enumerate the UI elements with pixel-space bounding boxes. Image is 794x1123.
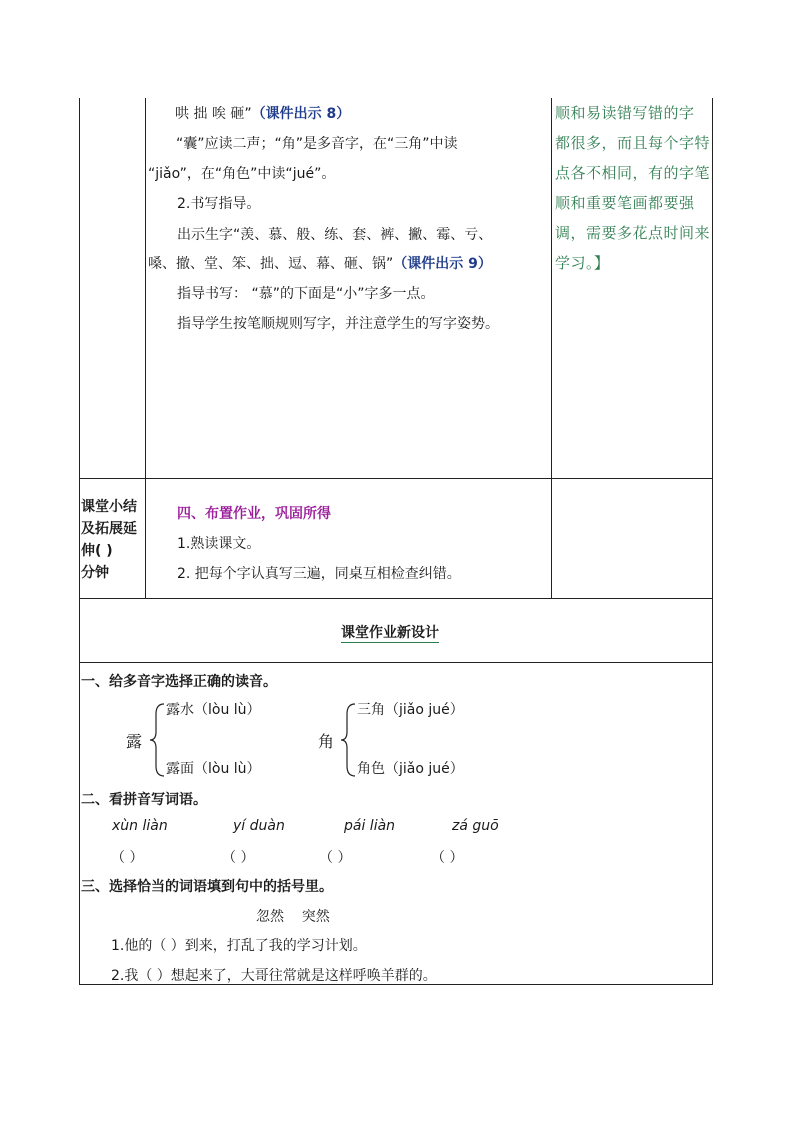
homework-item-2: 2. 把每个字认真写三遍，同桌互相检查纠错。	[177, 566, 461, 582]
brace-icon	[148, 700, 166, 780]
side-note-line-5: 调，需要多花点时间来	[555, 224, 711, 242]
text-line-8: 指导学生按笔顺规则写字，并注意学生的写字姿势。	[177, 316, 499, 332]
q2-blank-2[interactable]: （ ）	[222, 850, 255, 866]
q2-blank-4[interactable]: （ ）	[431, 850, 464, 866]
text-line-5: 出示生字“羡、慕、般、练、套、裤、撇、霉、亏、	[177, 227, 493, 243]
q3-sentence-2: 2.我（ ）想起来了，大哥往常就是这样呼唤羊群的。	[111, 968, 437, 984]
row-divider-1	[79, 478, 713, 479]
q1-heading: 一、给多音字选择正确的读音。	[81, 674, 277, 690]
row-divider-2	[79, 598, 713, 599]
q3-heading: 三、选择恰当的词语填到句中的括号里。	[81, 879, 333, 895]
text-line-1: 哄 拙 唉 砸”（课件出示 8）	[175, 106, 351, 122]
q1-char-jiao: 角	[318, 732, 335, 751]
brace-icon	[339, 700, 357, 780]
side-note-line-1: 顺和易读错写错的字	[555, 104, 695, 122]
side-note-line-2: 都很多，而且每个字特	[555, 134, 711, 152]
table-right-border	[712, 98, 713, 985]
text-line-4: 2.书写指导。	[177, 196, 261, 212]
q1-opt-sanjiao: 三角（jiǎo jué）	[357, 702, 464, 718]
side-note-line-3: 点各不相同，有的字笔	[555, 164, 711, 182]
q2-pinyin-4: zá guō	[452, 818, 499, 834]
q2-heading: 二、看拼音写词语。	[81, 792, 207, 808]
homework-item-1: 1.熟读课文。	[177, 536, 261, 552]
row-divider-3	[79, 662, 713, 663]
q1-opt-lumian: 露面（lòu lù）	[166, 761, 261, 777]
text-line-2: “囊”应读二声；“角”是多音字，在“三角”中读	[176, 136, 458, 152]
col-divider-1	[145, 98, 146, 598]
q3-sentence-1: 1.他的（ ）到来，打乱了我的学习计划。	[111, 938, 367, 954]
homework-title: 课堂作业新设计	[341, 622, 439, 643]
q2-pinyin-3: pái liàn	[344, 818, 396, 834]
text-line-7: 指导书写： “慕”的下面是“小”字多一点。	[177, 286, 435, 302]
table-left-border	[79, 98, 80, 985]
q3-word-choices: 忽然 突然	[256, 909, 330, 925]
q1-char-lu: 露	[126, 732, 143, 751]
q1-opt-jiaose: 角色（jiǎo jué）	[357, 761, 464, 777]
side-note-line-4: 顺和重要笔画都要强	[555, 194, 695, 212]
q2-pinyin-2: yí duàn	[233, 818, 285, 834]
summary-label: 课堂小结 及拓展延 伸( ) 分钟	[81, 499, 137, 581]
homework-heading: 四、布置作业，巩固所得	[177, 506, 331, 522]
q2-pinyin-1: xùn liàn	[112, 818, 168, 834]
text-line-3: “jiǎo”，在“角色”中读“jué”。	[148, 166, 336, 182]
q1-opt-lushui: 露水（lòu lù）	[166, 702, 261, 718]
side-note-line-6: 学习。】	[555, 254, 610, 272]
text-line-6: 嗓、撤、堂、笨、拙、逗、幕、砸、锅”（课件出示 9）	[148, 256, 492, 272]
q2-blank-1[interactable]: （ ）	[111, 850, 144, 866]
col-divider-2	[551, 98, 552, 598]
q2-blank-3[interactable]: （ ）	[319, 850, 352, 866]
